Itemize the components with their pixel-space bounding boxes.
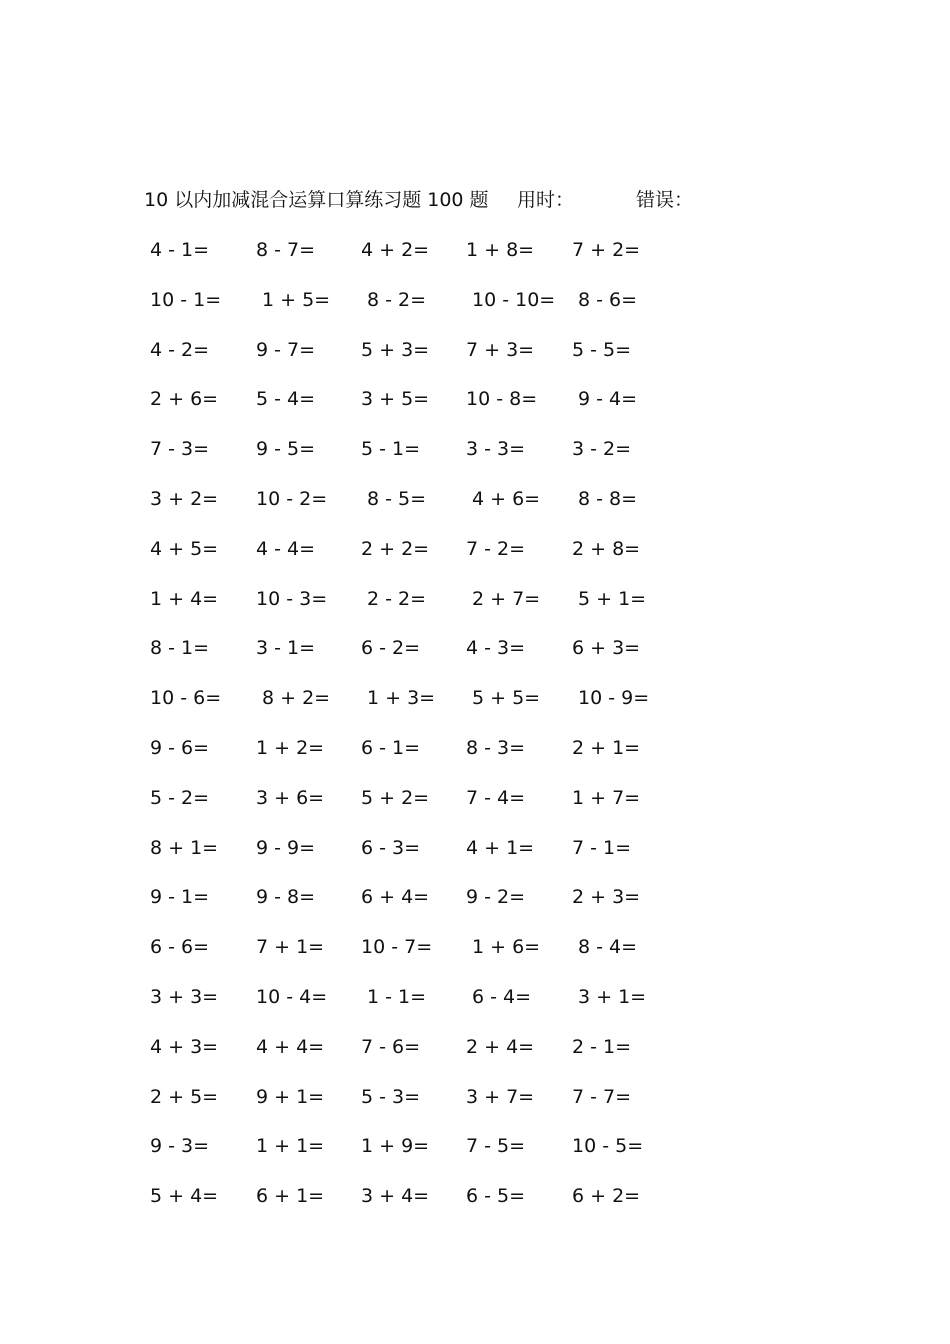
math-problem: 8 - 3= (466, 736, 526, 759)
math-problem: 1 + 7= (572, 786, 641, 809)
time-used-label: 用时： (517, 189, 575, 211)
math-problem: 9 - 3= (150, 1135, 210, 1158)
problem-row (150, 633, 710, 683)
math-problem: 6 - 1= (361, 736, 421, 759)
math-problem: 9 - 6= (150, 736, 210, 759)
math-problem: 10 - 4= (256, 985, 328, 1008)
math-problem: 3 + 6= (256, 786, 325, 809)
math-problem: 6 + 1= (256, 1185, 325, 1208)
math-problem: 6 - 3= (361, 836, 421, 859)
math-problem: 1 + 2= (256, 736, 325, 759)
math-problem: 3 + 4= (361, 1185, 430, 1208)
math-problem: 3 - 3= (466, 438, 526, 461)
math-problem: 8 - 8= (578, 487, 638, 510)
math-problem: 8 - 4= (578, 936, 638, 959)
math-problem: 5 - 3= (361, 1085, 421, 1108)
math-problem: 3 - 2= (572, 438, 632, 461)
math-problem: 9 - 8= (256, 886, 316, 909)
math-problem: 1 - 1= (367, 985, 427, 1008)
math-problem: 4 + 4= (256, 1035, 325, 1058)
math-problem: 3 + 1= (578, 985, 647, 1008)
problem-row (150, 932, 710, 982)
math-problem: 9 - 5= (256, 438, 316, 461)
math-problem: 4 - 2= (150, 338, 210, 361)
math-problem: 9 - 9= (256, 836, 316, 859)
math-problem: 7 - 6= (361, 1035, 421, 1058)
math-problem: 5 - 2= (150, 786, 210, 809)
problem-row (150, 833, 710, 883)
math-problem: 3 + 2= (150, 487, 219, 510)
math-problem: 5 + 5= (472, 687, 541, 710)
problem-row (150, 235, 710, 285)
math-problem: 8 + 2= (262, 687, 331, 710)
math-problem: 3 - 1= (256, 637, 316, 660)
problem-grid (150, 235, 710, 1231)
math-problem: 5 - 1= (361, 438, 421, 461)
math-problem: 4 - 1= (150, 239, 210, 261)
math-problem: 5 + 2= (361, 786, 430, 809)
math-problem: 1 + 5= (262, 288, 331, 311)
math-problem: 1 + 3= (367, 687, 436, 710)
math-problem: 1 + 8= (466, 239, 535, 261)
math-problem: 2 - 2= (367, 587, 427, 610)
math-problem: 6 + 3= (572, 637, 641, 660)
math-problem: 6 - 2= (361, 637, 421, 660)
math-problem: 6 - 6= (150, 936, 210, 959)
math-problem: 2 + 7= (472, 587, 541, 610)
math-problem: 7 - 2= (466, 537, 526, 560)
math-problem: 10 - 7= (361, 936, 433, 959)
math-problem: 10 - 2= (256, 487, 328, 510)
math-problem: 8 - 5= (367, 487, 427, 510)
math-problem: 9 - 4= (578, 388, 638, 411)
math-problem: 10 - 1= (150, 288, 222, 311)
math-problem: 6 + 4= (361, 886, 430, 909)
math-problem: 8 - 1= (150, 637, 210, 660)
math-problem: 4 + 3= (150, 1035, 219, 1058)
problem-row (150, 882, 710, 932)
math-problem: 2 + 2= (361, 537, 430, 560)
problem-row (150, 434, 710, 484)
math-problem: 4 + 5= (150, 537, 219, 560)
math-problem: 3 + 5= (361, 388, 430, 411)
math-problem: 2 - 1= (572, 1035, 632, 1058)
math-problem: 1 + 6= (472, 936, 541, 959)
math-problem: 7 - 3= (150, 438, 210, 461)
math-problem: 7 + 3= (466, 338, 535, 361)
math-problem: 2 + 8= (572, 537, 641, 560)
math-problem: 5 - 4= (256, 388, 316, 411)
math-problem: 9 - 1= (150, 886, 210, 909)
problem-row (150, 534, 710, 584)
math-problem: 8 + 1= (150, 836, 219, 859)
problem-row (150, 1082, 710, 1132)
math-problem: 8 - 2= (367, 288, 427, 311)
math-problem: 3 + 3= (150, 985, 219, 1008)
math-problem: 8 - 6= (578, 288, 638, 311)
math-problem: 4 + 1= (466, 836, 535, 859)
math-problem: 4 - 4= (256, 537, 316, 560)
math-problem: 4 - 3= (466, 637, 526, 660)
math-problem: 10 - 8= (466, 388, 538, 411)
math-problem: 7 + 1= (256, 936, 325, 959)
math-problem: 3 + 7= (466, 1085, 535, 1108)
problem-row (150, 982, 710, 1032)
math-problem: 5 + 3= (361, 338, 430, 361)
math-problem: 10 - 9= (578, 687, 650, 710)
math-problem: 6 - 4= (472, 985, 532, 1008)
problem-row (150, 384, 710, 434)
math-problem: 7 - 7= (572, 1085, 632, 1108)
math-problem: 6 - 5= (466, 1185, 526, 1208)
problem-row (150, 335, 710, 385)
math-problem: 1 + 4= (150, 587, 219, 610)
problem-row (150, 484, 710, 534)
math-problem: 10 - 5= (572, 1135, 644, 1158)
problem-row (150, 733, 710, 783)
math-problem: 10 - 6= (150, 687, 222, 710)
math-problem: 2 + 6= (150, 388, 219, 411)
math-problem: 7 + 2= (572, 239, 641, 261)
worksheet-title: 10 以内加减混合运算口算练习题 100 题 (144, 189, 489, 211)
math-problem: 5 + 4= (150, 1185, 219, 1208)
math-problem: 7 - 1= (572, 836, 632, 859)
error-count-label: 错误： (636, 189, 694, 211)
math-problem: 10 - 10= (472, 288, 556, 311)
math-problem: 9 - 7= (256, 338, 316, 361)
problem-row (150, 1181, 710, 1231)
math-problem: 5 + 1= (578, 587, 647, 610)
math-problem: 4 + 6= (472, 487, 541, 510)
math-problem: 2 + 5= (150, 1085, 219, 1108)
math-problem: 8 - 7= (256, 239, 316, 261)
math-problem: 9 - 2= (466, 886, 526, 909)
problem-row (150, 584, 710, 634)
problem-row (150, 1032, 710, 1082)
math-problem: 9 + 1= (256, 1085, 325, 1108)
math-problem: 1 + 9= (361, 1135, 430, 1158)
math-problem: 2 + 3= (572, 886, 641, 909)
math-problem: 2 + 1= (572, 736, 641, 759)
math-problem: 7 - 4= (466, 786, 526, 809)
math-problem: 1 + 1= (256, 1135, 325, 1158)
math-problem: 7 - 5= (466, 1135, 526, 1158)
math-problem: 2 + 4= (466, 1035, 535, 1058)
problem-row (150, 783, 710, 833)
problem-row (150, 683, 710, 733)
math-problem: 6 + 2= (572, 1185, 641, 1208)
problem-row (150, 285, 710, 335)
math-problem: 4 + 2= (361, 239, 430, 261)
problem-row (150, 1131, 710, 1181)
math-problem: 5 - 5= (572, 338, 632, 361)
math-problem: 10 - 3= (256, 587, 328, 610)
